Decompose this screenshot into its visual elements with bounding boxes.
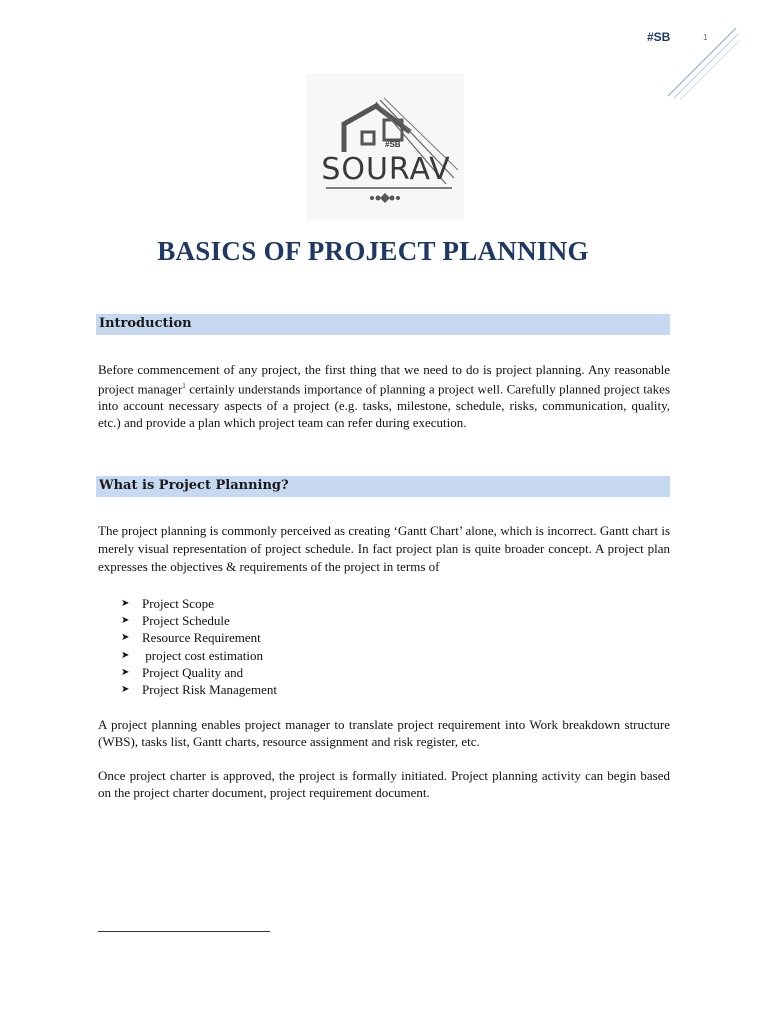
footnote-separator xyxy=(98,931,270,932)
logo-tag: #SB xyxy=(385,140,401,149)
list-item-label: Project Scope xyxy=(142,596,214,611)
section-heading-what-is-project-planning xyxy=(96,476,670,497)
list-item-label: Resource Requirement xyxy=(142,630,261,646)
arrowhead-bullet-icon: ➤ xyxy=(121,684,130,696)
arrowhead-bullet-icon: ➤ xyxy=(121,649,130,661)
intro-text-part1: Before commencement of any project, the first thing that we need to do is project planning. Any reasonable project manager xyxy=(98,362,670,397)
logo xyxy=(306,74,464,220)
list-item-label: Project Schedule xyxy=(142,613,230,629)
corner-decoration-icon xyxy=(660,20,740,100)
intro-paragraph xyxy=(98,361,670,431)
list-item xyxy=(121,681,277,698)
list-item-label: Project Risk Management xyxy=(142,682,278,698)
header-tag: #SB xyxy=(647,30,671,44)
list-item xyxy=(121,647,277,664)
list-item-label: Project Quality and xyxy=(142,664,244,680)
page-title: BASICS OF PROJECT PLANNING xyxy=(157,236,589,266)
wbs-paragraph: A project planning enables project manager to translate project requirement into Work breakdown structure (WBS), tasks list, Gantt charts, resource assignment and risk register, etc. xyxy=(98,717,670,749)
section-heading-label: Introduction xyxy=(99,316,192,331)
list-item xyxy=(121,664,277,681)
planning-paragraph: The project planning is commonly perceived as creating ‘Gantt Chart’ alone, which is incorrect. Gantt chart is merely visual representation of project schedule. In fact project plan is quite broader concept. A project plan expresses the objectives & requirements of the project in terms of xyxy=(98,523,670,574)
arrowhead-bullet-icon: ➤ xyxy=(121,615,130,627)
arrowhead-bullet-icon: ➤ xyxy=(121,666,130,678)
section-heading-introduction xyxy=(96,314,670,335)
bullet-list xyxy=(121,595,277,698)
footnote-ref[interactable]: 1 xyxy=(182,382,186,390)
intro-text-part2: certainly understands importance of planning a project well. Carefully planned project takes into account necessary aspects of a project (e.g. tasks, milestone, schedule, risks, communication, quality, etc.) and provide a plan which project team can refer during execution. xyxy=(98,381,671,431)
list-item-label: project cost estimation xyxy=(142,647,263,663)
section-heading-label: What is Project Planning? xyxy=(99,478,289,493)
list-item xyxy=(121,612,277,629)
charter-paragraph: Once project charter is approved, the project is formally initiated. Project planning activity can begin based on the project charter document, project requirement document. xyxy=(98,768,670,800)
list-item xyxy=(121,595,277,612)
arrowhead-bullet-icon: ➤ xyxy=(121,598,130,609)
page-number: 1 xyxy=(703,33,708,42)
logo-text: SOURAV xyxy=(321,152,451,187)
arrowhead-bullet-icon: ➤ xyxy=(121,632,130,644)
list-item xyxy=(121,629,277,646)
